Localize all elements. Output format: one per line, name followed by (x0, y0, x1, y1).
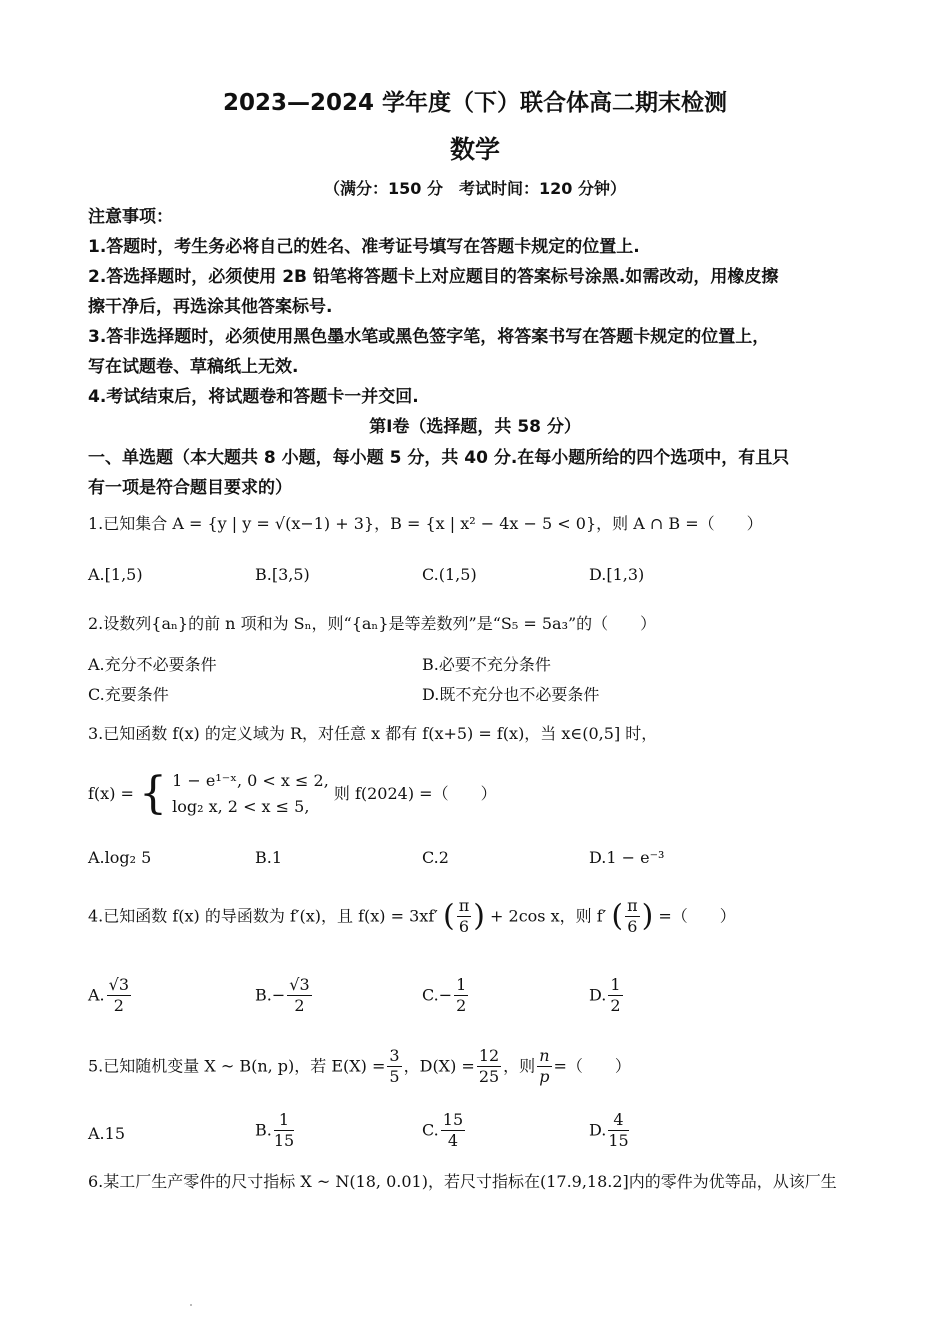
q3-option-d: D.1 − e⁻³ (589, 848, 665, 867)
fraction-numerator: π (627, 896, 638, 915)
right-paren-icon: ) (641, 898, 654, 934)
q3-option-c: C.2 (422, 848, 449, 867)
fraction-denominator: 25 (478, 1067, 500, 1086)
fraction-denominator: 15 (273, 1131, 295, 1150)
fraction-denominator: 2 (610, 996, 621, 1015)
q4-option-c (422, 975, 470, 1016)
question-3-piecewise (88, 768, 497, 820)
option-fraction (441, 1110, 465, 1151)
fraction-numerator: √3 (289, 975, 310, 994)
exam-meta: （满分：150 分 考试时间：120 分钟） (324, 179, 626, 198)
piece-case-2: log₂ x, 2 < x ≤ 5, (172, 797, 310, 816)
option-fraction (107, 975, 131, 1016)
q5-stem-part: ，则 (503, 1056, 536, 1076)
part-title-line: 有一项是符合题目要求的） (88, 478, 292, 498)
q5-option-b (255, 1110, 296, 1151)
fraction-dx (477, 1046, 501, 1087)
q2-option-a: A.充分不必要条件 (88, 655, 217, 674)
fraction-pi-over-6 (457, 896, 472, 937)
q4-option-b (255, 975, 314, 1016)
piece-case-1: 1 − e¹⁻ˣ, 0 < x ≤ 2, (172, 771, 329, 790)
left-paren-icon: ( (442, 898, 455, 934)
q5-stem-part: ，D(X) = (403, 1056, 475, 1076)
fraction-numerator: 4 (608, 1110, 628, 1131)
notice-line: 2.答选择题时，必须使用 2B 铅笔将答题卡上对应题目的答案标号涂黑.如需改动，用橡皮擦 (88, 267, 779, 287)
scan-dot (190, 1304, 192, 1306)
question-2-stem: 2.设数列{aₙ}的前 n 项和为 Sₙ，则“{aₙ}是等差数列”是“S₅ = 5a₃”的（ ） (88, 614, 657, 633)
option-prefix: D. (589, 1120, 607, 1140)
option-prefix: A. (88, 985, 105, 1005)
section-heading: 第Ⅰ卷（选择题，共 58 分） (369, 417, 581, 437)
notice-heading: 注意事项： (88, 207, 173, 227)
q1-option-d: D.[1,3) (589, 565, 645, 584)
fraction-numerator: 15 (442, 1110, 464, 1129)
notice-line: 1.答题时，考生务必将自己的姓名、准考证号填写在答题卡规定的位置上. (88, 237, 640, 257)
part-title-line: 一、单选题（本大题共 8 小题，每小题 5 分，共 40 分.在每小题所给的四个选项中，有且只 (88, 448, 790, 468)
q5-option-c (422, 1110, 467, 1151)
subject-title: 数学 (449, 135, 500, 164)
fraction-denominator: 6 (458, 917, 470, 936)
option-prefix: A.15 (88, 1124, 125, 1143)
option-fraction (287, 975, 311, 1016)
fraction-pi-over-6 (625, 896, 640, 937)
left-brace-icon: { (139, 768, 168, 819)
option-fraction (454, 975, 468, 1016)
fraction-denominator: p (539, 1067, 550, 1086)
notice-line: 写在试题卷、草稿纸上无效. (88, 357, 299, 377)
q4-stem-part: + 2cos x，则 f′ (490, 906, 607, 926)
q5-stem-part: =（ ） (553, 1056, 631, 1076)
option-fraction (608, 975, 622, 1016)
notice-line: 擦干净后，再选涂其他答案标号. (88, 297, 333, 317)
fraction-ex (387, 1046, 401, 1087)
q2-option-b: B.必要不充分条件 (422, 655, 551, 674)
fraction-denominator: 5 (389, 1067, 400, 1086)
q1-option-b: B.[3,5) (255, 565, 310, 584)
fraction-numerator: 1 (610, 975, 621, 994)
fraction-numerator: 12 (478, 1046, 500, 1065)
q3-option-a: A.log₂ 5 (88, 848, 152, 867)
q5-option-d (589, 1110, 631, 1151)
question-3-tail: 则 f(2024) =（ ） (333, 784, 497, 803)
exam-title: 2023—2024 学年度（下）联合体高二期末检测 (222, 90, 728, 116)
piecewise-cases (172, 768, 329, 820)
q4-option-a (88, 975, 133, 1016)
question-5-stem (88, 1046, 631, 1087)
option-fraction (274, 1110, 294, 1151)
fraction-n-over-p (537, 1046, 551, 1087)
q3-option-b: B.1 (255, 848, 283, 867)
q1-option-a: A.[1,5) (88, 565, 143, 584)
fraction-denominator: 6 (627, 917, 638, 936)
question-3-stem: 3.已知函数 f(x) 的定义域为 R，对任意 x 都有 f(x+5) = f(x)，当 x∈(0,5] 时， (88, 724, 658, 743)
fraction-denominator: 2 (113, 996, 124, 1015)
q5-stem-part: 5.已知随机变量 X ~ B(n, p)，若 E(X) = (88, 1056, 386, 1076)
question-4-stem (88, 896, 736, 937)
q1-option-c: C.(1,5) (422, 565, 477, 584)
left-paren-icon: ( (611, 898, 624, 934)
q2-option-d: D.既不充分也不必要条件 (422, 685, 600, 704)
fraction-numerator: 1 (456, 975, 467, 994)
fraction-numerator: 1 (274, 1110, 294, 1131)
fraction-numerator: n (539, 1046, 550, 1065)
right-paren-icon: ) (473, 898, 485, 934)
part-title (88, 443, 868, 503)
question-6-stem: 6.某工厂生产零件的尺寸指标 X ~ N(18, 0.01)，若尺寸指标在(17.9,18.2]内的零件为优等品，从该厂生 (88, 1172, 837, 1191)
option-prefix: B.− (255, 985, 286, 1005)
fraction-numerator: 3 (389, 1046, 400, 1065)
q4-stem-part: 4.已知函数 f(x) 的导函数为 f′(x)，且 f(x) = 3xf′ (88, 906, 438, 926)
fraction-numerator: √3 (108, 975, 130, 994)
notice-line: 4.考试结束后，将试题卷和答题卡一并交回. (88, 387, 419, 407)
question-1-stem: 1.已知集合 A = {y | y = √(x−1) + 3}，B = {x | x² − 4x − 5 < 0}，则 A ∩ B =（ ） (88, 514, 763, 533)
option-fraction (608, 1110, 628, 1151)
fraction-denominator: 2 (294, 996, 305, 1015)
option-prefix: C. (422, 1120, 439, 1140)
fraction-denominator: 4 (447, 1131, 459, 1150)
q5-option-a (88, 1122, 125, 1146)
q2-option-c: C.充要条件 (88, 685, 169, 704)
option-prefix: C.− (422, 985, 453, 1005)
option-prefix: B. (255, 1120, 272, 1140)
q4-option-d (589, 975, 625, 1016)
fraction-numerator: π (458, 896, 470, 915)
notice-line: 3.答非选择题时，必须使用黑色墨水笔或黑色签字笔，将答案书写在答题卡规定的位置上， (88, 327, 770, 347)
fraction-denominator: 2 (456, 996, 467, 1015)
q4-stem-part: =（ ） (658, 906, 736, 926)
fraction-denominator: 15 (608, 1131, 629, 1150)
option-prefix: D. (589, 985, 607, 1005)
piecewise-lhs: f(x) = (88, 784, 134, 803)
